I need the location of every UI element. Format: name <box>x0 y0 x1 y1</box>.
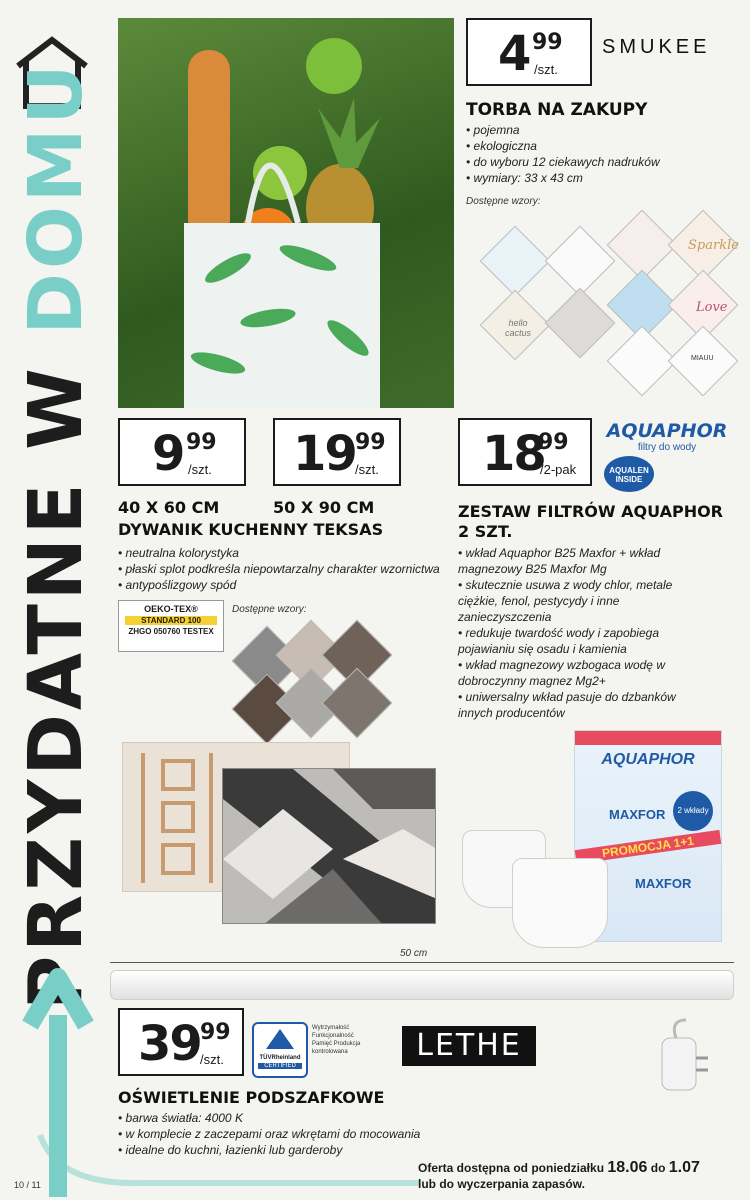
rug-price2-box <box>273 418 401 486</box>
offer-prefix: Oferta dostępna od poniedziałku <box>418 1161 608 1175</box>
length-label: 50 cm <box>400 948 428 959</box>
offer-date-from: 18.06 <box>607 1159 648 1176</box>
bag-bullet: • do wyboru 12 ciekawych nadruków <box>466 154 736 170</box>
filter-bullets <box>458 545 708 721</box>
bag-price-box <box>466 18 592 86</box>
box-model-2: MAXFOR <box>635 876 692 891</box>
pattern-text-sparkle: Sparkle <box>688 238 739 253</box>
filter-bullet: • skutecznie usuwa z wody chlor, metale ciężkie, fenol, pestycydy i inne zanieczyszczenia <box>458 577 708 625</box>
rug-photo-grey <box>222 768 436 924</box>
pattern-text-love: Love <box>696 300 728 315</box>
box-promo: PROMOCJA 1+1 <box>575 830 722 864</box>
rug-pattern-tile <box>322 668 393 739</box>
rug-price2-int: 19 <box>293 426 356 482</box>
bag-price-cents: 99 <box>532 30 563 55</box>
filter-bullet: • redukuje twardość wody i zapobiega pojawianiu się osadu i kamienia <box>458 625 708 657</box>
rug-bullets <box>118 545 458 593</box>
light-bullet: • idealne do kuchni, łazienki lub garderoby <box>118 1142 478 1158</box>
aquaphor-brand: AQUAPHOR <box>606 420 728 442</box>
offer-date-to: 1.07 <box>668 1159 700 1176</box>
rug-patterns-label: Dostępne wzory: <box>232 604 307 615</box>
bag-bullets <box>466 122 736 186</box>
power-adapter-icon <box>656 1018 716 1098</box>
light-bullets <box>118 1110 478 1158</box>
offer-note <box>418 1160 748 1192</box>
aqualen-badge <box>604 456 654 492</box>
rug-price1-box <box>118 418 246 486</box>
aquaphor-logo <box>604 420 730 453</box>
rug-bullet: • płaski splot podkreśla niepowtarzalny charakter wzornictwa <box>118 561 458 577</box>
bag-price-unit: /szt. <box>534 62 558 77</box>
bag-bullet: • ekologiczna <box>466 138 736 154</box>
offer-line2: lub do wyczerpania zapasów. <box>418 1177 585 1191</box>
rug-price2-unit: /szt. <box>355 462 379 477</box>
page-number: 10 / 11 <box>14 1180 41 1190</box>
bag-title: TORBA NA ZAKUPY <box>466 100 648 120</box>
light-price-unit: /szt. <box>200 1052 224 1067</box>
bag-patterns <box>470 208 740 388</box>
rug-price1-int: 9 <box>152 426 184 482</box>
tuv-certified: CERTIFIED <box>258 1063 302 1069</box>
light-price-cents: 99 <box>200 1020 231 1045</box>
filter-title-line2: 2 SZT. <box>458 522 513 541</box>
filter-title-line1: ZESTAW FILTRÓW AQUAPHOR <box>458 502 723 521</box>
box-model: MAXFOR <box>609 807 666 822</box>
tuv-logo <box>252 1022 308 1078</box>
pattern-tile <box>545 226 616 297</box>
rug-price1-cents: 99 <box>186 430 217 455</box>
tuv-brand: TÜVRheinland <box>259 1055 301 1061</box>
teal-arrow-icon <box>0 965 420 1200</box>
length-dimension-line <box>110 962 734 963</box>
filter-price-int: 18 <box>482 426 545 482</box>
rug-bullet: • neutralna kolorystyka <box>118 545 458 561</box>
filter-bullet: • uniwersalny wkład pasuje do dzbanków innych producentów <box>458 689 708 721</box>
headline-part2: DOMU <box>13 60 99 335</box>
pattern-tile <box>545 288 616 359</box>
headline-part1: PRZYDATNE W <box>13 334 99 1010</box>
filter-bullet: • wkład magnezowy wzbogaca wodę w dobroczynny magnez Mg2+ <box>458 657 708 689</box>
aquaphor-tagline: filtry do wody <box>637 442 697 453</box>
aqualen-text: AQUALEN INSIDE <box>609 466 649 484</box>
rug-title: DYWANIK KUCHENNY TEKSAS <box>118 520 384 539</box>
light-bullet: • barwa światła: 4000 K <box>118 1110 478 1126</box>
light-bullet: • w komplecie z zaczepami oraz wkrętami do mocowania <box>118 1126 478 1142</box>
bag-patterns-label: Dostępne wzory: <box>466 196 541 207</box>
rug-bullet: • antypoślizgowy spód <box>118 577 458 593</box>
filter-bullet: • wkład Aquaphor B25 Maxfor + wkład magnezowy B25 Maxfor Mg <box>458 545 708 577</box>
smukee-logo: SMUKEE <box>602 36 711 58</box>
box-badge: 2 wkłady <box>673 791 713 831</box>
light-price-box <box>118 1008 244 1076</box>
bag-bullet: • pojemna <box>466 122 736 138</box>
tuv-triangle-icon <box>265 1028 295 1050</box>
rug-size1: 40 X 60 CM <box>118 498 220 517</box>
tuv-text: Wytrzymałość Funkcjonalność Pamięć Produkcja kontrolowana <box>312 1025 361 1055</box>
filter-price-unit: /2-pak <box>540 462 577 477</box>
bag-price-int: 4 <box>498 26 530 82</box>
led-light-bar <box>110 970 734 1000</box>
bag-photo <box>118 18 454 408</box>
rug-price2-cents: 99 <box>355 430 386 455</box>
pattern-tile <box>480 226 551 297</box>
light-price-int: 39 <box>138 1016 201 1072</box>
pattern-text-miau: MIAUU <box>691 355 714 362</box>
oeko-tex-brand: OEKO-TEX® <box>144 604 198 614</box>
filter-price-cents: 99 <box>538 430 569 455</box>
pattern-text-cactus: hello cactus <box>504 318 531 338</box>
light-title: OŚWIETLENIE PODSZAFKOWE <box>118 1088 385 1107</box>
box-brand: AQUAPHOR <box>601 751 695 768</box>
filter-price-box <box>458 418 592 486</box>
oeko-tex-code: ZHGO 050760 TESTEX <box>128 627 214 636</box>
offer-line1 <box>418 1160 748 1176</box>
rug-price1-unit: /szt. <box>188 462 212 477</box>
oeko-tex-label <box>118 600 224 652</box>
oeko-tex-standard: STANDARD 100 <box>125 616 217 625</box>
lethe-logo: LETHE <box>402 1026 536 1066</box>
rug-size2: 50 X 90 CM <box>273 498 375 517</box>
filter-cartridge-2 <box>512 858 608 948</box>
offer-mid: do <box>647 1161 669 1175</box>
rug-patterns <box>226 622 396 740</box>
bag-bullet: • wymiary: 33 x 43 cm <box>466 170 736 186</box>
